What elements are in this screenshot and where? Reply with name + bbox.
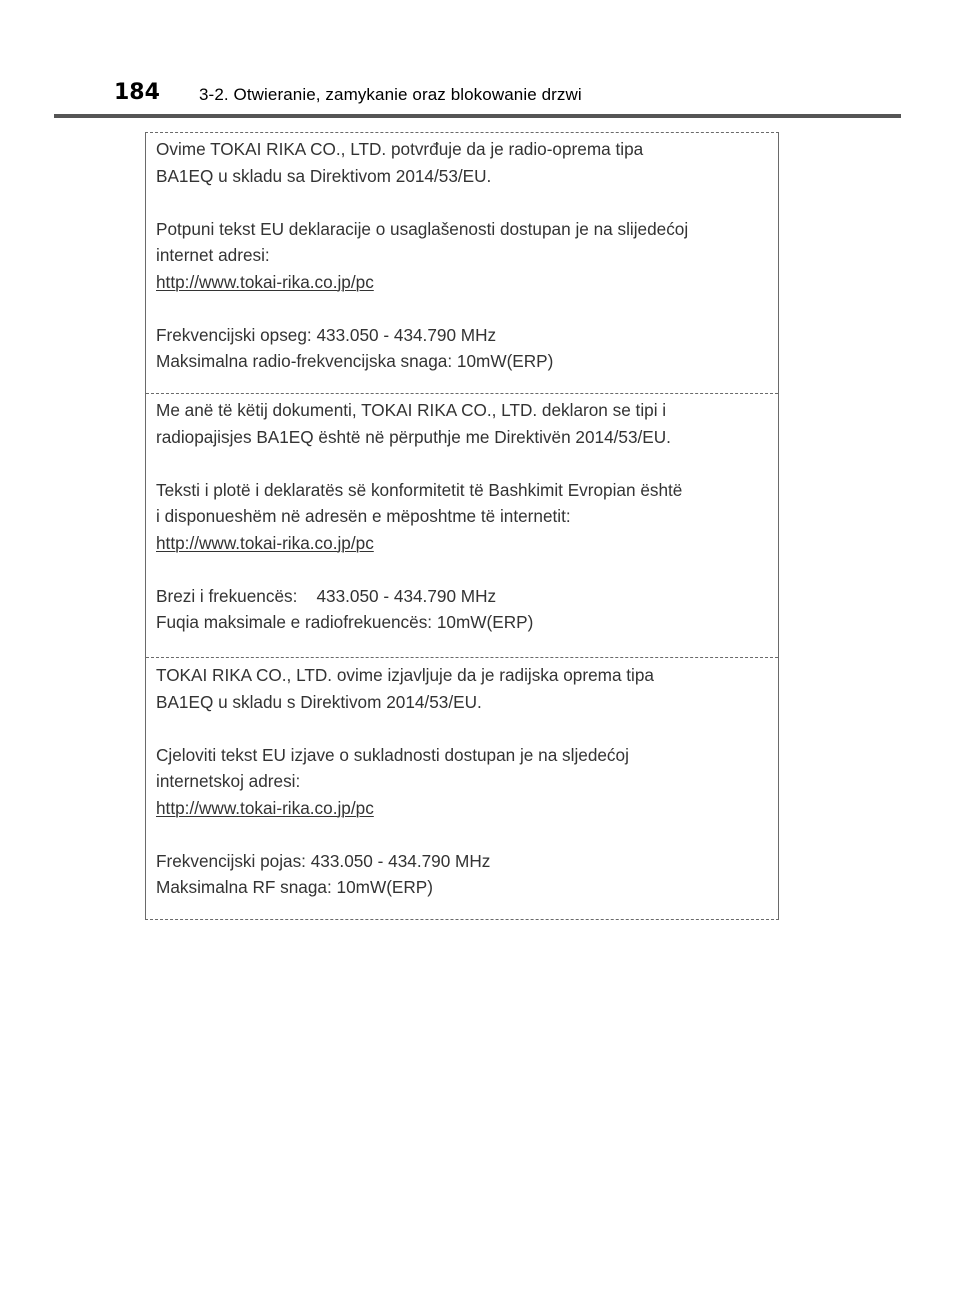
max-power: Maksimalna RF snaga: 10mW(ERP): [156, 877, 433, 897]
frequency-range: Frekvencijski pojas: 433.050 - 434.790 MHz: [156, 850, 491, 871]
declaration-url-link[interactable]: http://www.tokai-rika.co.jp/pc: [156, 797, 374, 818]
declaration-text-line: Me anë të këtij dokumenti, TOKAI RIKA CO., LTD. deklaron se tipi i: [156, 400, 667, 420]
full-text-note-line: Teksti i plotë i deklaratës së konformitetit të Bashkimit Evropian është: [156, 479, 683, 500]
declaration-url-link[interactable]: http://www.tokai-rika.co.jp/pc: [156, 271, 374, 292]
declaration-url-link[interactable]: http://www.tokai-rika.co.jp/pc: [156, 532, 374, 553]
declaration-box: [145, 132, 779, 920]
declaration-text-line: radiopajisjes BA1EQ është në përputhje me Direktivën 2014/53/EU.: [156, 426, 671, 447]
full-text-note-line: Cjeloviti tekst EU izjave o sukladnosti dostupan je na sljedećoj: [156, 744, 629, 765]
full-text-note-line: internet adresi:: [156, 245, 270, 265]
page-header: [0, 0, 960, 120]
declaration-text-line: TOKAI RIKA CO., LTD. ovime izjavljuje da je radijska oprema tipa: [156, 665, 654, 685]
frequency-range: Frekvencijski opseg: 433.050 - 434.790 MHz: [156, 324, 497, 345]
header-rule: [54, 114, 901, 118]
declaration-croatian: [146, 662, 778, 901]
declaration-text-line: BA1EQ u skladu s Direktivom 2014/53/EU.: [156, 691, 482, 712]
declaration-albanian: [146, 397, 778, 636]
section-title: 3-2. Otwieranie, zamykanie oraz blokowanie drzwi: [199, 85, 582, 104]
page-number: 184: [114, 80, 160, 105]
declaration-text-line: BA1EQ u skladu sa Direktivom 2014/53/EU.: [156, 165, 492, 186]
frequency-range: Brezi i frekuencës: 433.050 - 434.790 MHz: [156, 585, 497, 606]
declaration-bosnian: [146, 136, 778, 375]
declaration-text-line: Ovime TOKAI RIKA CO., LTD. potvrđuje da je radio-oprema tipa: [156, 139, 644, 159]
section-divider: [146, 393, 778, 394]
full-text-note-line: Potpuni tekst EU deklaracije o usaglašenosti dostupan je na slijedećoj: [156, 218, 689, 239]
section-divider: [146, 657, 778, 658]
full-text-note-line: internetskoj adresi:: [156, 771, 301, 791]
full-text-note-line: i disponueshëm në adresën e mëposhtme të internetit:: [156, 506, 571, 526]
max-power: Fuqia maksimale e radiofrekuencës: 10mW(ERP): [156, 612, 534, 632]
max-power: Maksimalna radio-frekvencijska snaga: 10mW(ERP): [156, 351, 554, 371]
